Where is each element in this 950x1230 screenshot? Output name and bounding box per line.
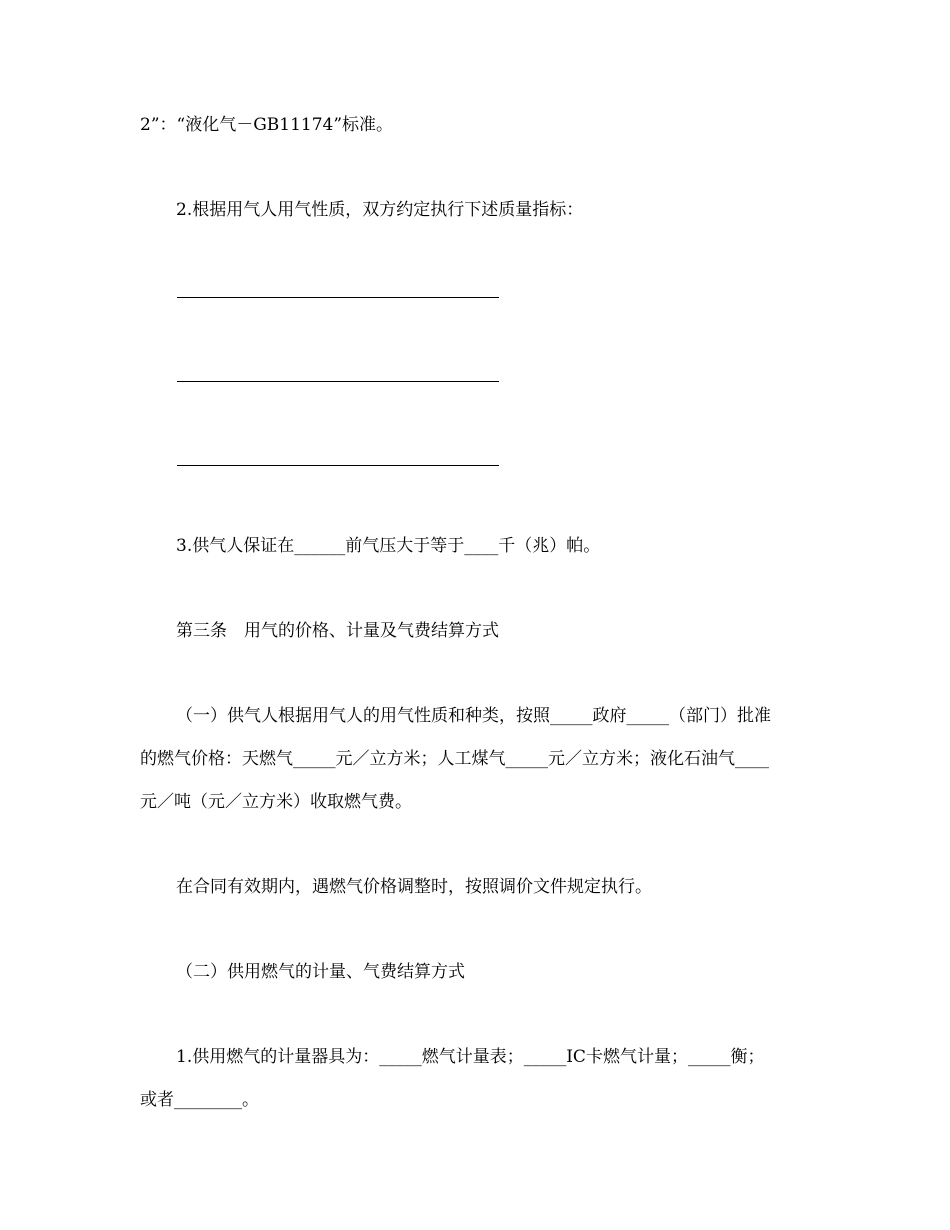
blank-fill-line xyxy=(177,297,499,298)
blank-fill-line xyxy=(177,465,499,466)
paragraph-text: 或者________。 xyxy=(140,1090,259,1110)
paragraph-text: 的燃气价格：天燃气_____元／立方米；人工煤气_____元／立方米；液化石油气____ xyxy=(140,749,769,769)
paragraph-text: 3.供气人保证在______前气压大于等于____千（兆）帕。 xyxy=(176,536,601,556)
paragraph-text: 2.根据用气人用气性质，双方约定执行下述质量指标： xyxy=(176,200,584,220)
section-heading: 第三条 用气的价格、计量及气费结算方式 xyxy=(176,621,499,641)
paragraph-text: 2”：“液化气－GB11174”标准。 xyxy=(140,115,394,135)
paragraph-text: 元／吨（元／立方米）收取燃气费。 xyxy=(140,792,412,812)
paragraph-text: 在合同有效期内，遇燃气价格调整时，按照调价文件规定执行。 xyxy=(176,877,652,897)
blank-fill-line xyxy=(177,381,499,382)
subsection-heading: （二）供用燃气的计量、气费结算方式 xyxy=(176,962,465,982)
paragraph-text: （一）供气人根据用气人的用气性质和种类，按照_____政府_____（部门）批准 xyxy=(176,706,771,726)
paragraph-text: 1.供用燃气的计量器具为：_____燃气计量表；_____IC卡燃气计量；_____衡； xyxy=(176,1047,765,1067)
